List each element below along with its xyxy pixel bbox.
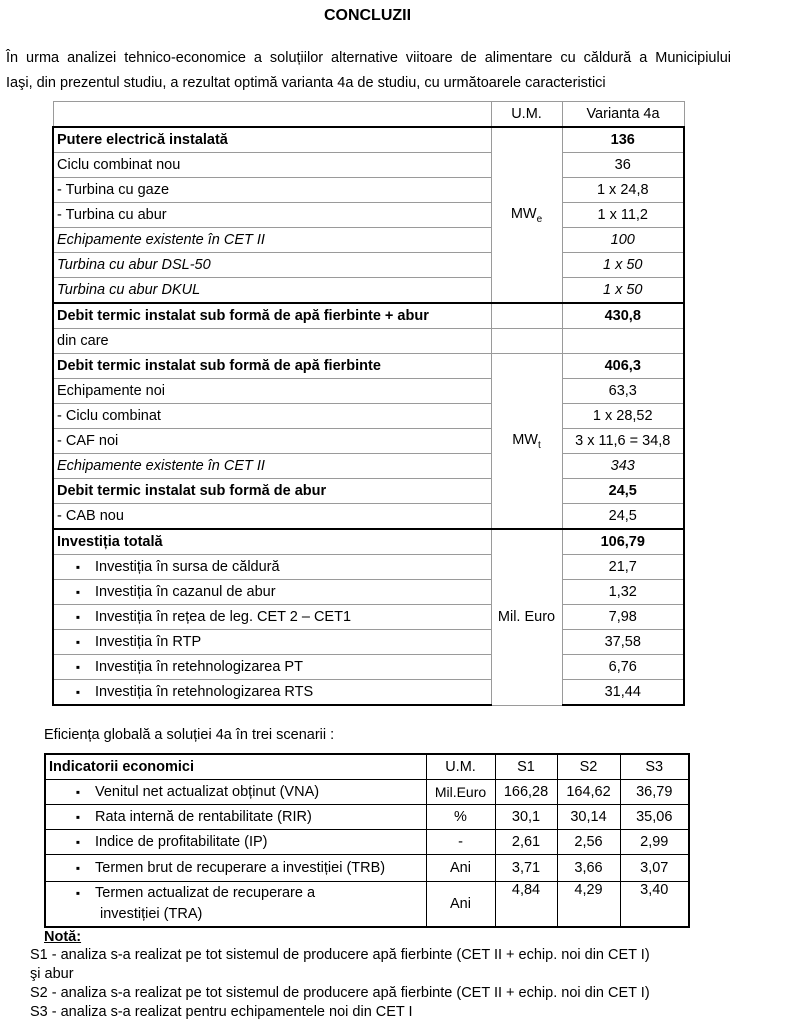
row-value: 343 <box>562 454 684 479</box>
table-row <box>53 605 684 630</box>
table-row <box>53 278 684 304</box>
row-value: 1 x 50 <box>562 278 684 304</box>
row-value: 100 <box>562 228 684 253</box>
indicator-s1: 30,1 <box>495 805 557 830</box>
row-value: 1,32 <box>562 580 684 605</box>
row-value: 1 x 24,8 <box>562 178 684 203</box>
note-s2: S2 - analiza s-a realizat pe tot sistemul de producere apă fierbinte (CET II + echip. noi din CET I) <box>30 985 650 1001</box>
row-value: 7,98 <box>562 605 684 630</box>
row-value: 106,79 <box>562 529 684 555</box>
table-row <box>53 178 684 203</box>
indicator-label-line-1: ▪ Termen actualizat de recuperare a <box>49 883 423 904</box>
header-um: U.M. <box>491 102 562 128</box>
table-row <box>53 303 684 329</box>
row-value: 136 <box>562 127 684 153</box>
row-label: Turbina cu abur DKUL <box>53 278 491 304</box>
row-value <box>562 329 684 354</box>
page-title: CONCLUZII <box>323 7 412 24</box>
table-row <box>53 404 684 429</box>
row-label: ▪ Investiția în retehnologizarea PT <box>53 655 491 680</box>
indicator-s2: 4,29 <box>557 882 620 928</box>
table-row <box>53 680 684 706</box>
unit-mwt: $MW_t$ <box>491 354 562 530</box>
indicator-label: ▪ Rata internă de rentabilitate (RIR) <box>45 805 426 830</box>
row-value: 1 x 50 <box>562 253 684 278</box>
indicator-s3: 3,40 <box>620 882 689 928</box>
indicator-label: ▪ Indice de profitabilitate (IP) <box>45 830 426 855</box>
row-value: 406,3 <box>562 354 684 379</box>
indicator-s3: 36,79 <box>620 780 689 805</box>
row-label: - Turbina cu gaze <box>53 178 491 203</box>
table-row <box>53 555 684 580</box>
table-row <box>53 253 684 278</box>
table-row <box>53 454 684 479</box>
row-value: 21,7 <box>562 555 684 580</box>
table-row <box>53 127 684 153</box>
row-label: Echipamente existente în CET II <box>53 228 491 253</box>
indicator-um: % <box>426 805 495 830</box>
indicator-s1: 166,28 <box>495 780 557 805</box>
row-value: 1 x 28,52 <box>562 404 684 429</box>
notes-block <box>30 946 750 1022</box>
empty-um-cell <box>491 329 562 354</box>
row-value: 1 x 11,2 <box>562 203 684 228</box>
characteristics-table <box>52 101 685 706</box>
note-title: Notă: <box>44 929 82 945</box>
intro-line-1: În urma analizei tehnico-economice a soluțiilor alternative viitoare de alimentare cu căldură a Municipiului <box>6 50 731 66</box>
table-row <box>53 630 684 655</box>
table-row <box>53 479 684 504</box>
row-label: Debit termic instalat sub formă de apă fierbinte <box>53 354 491 379</box>
row-label: Putere electrică instalată <box>53 127 491 153</box>
table-row <box>53 329 684 354</box>
table-row <box>45 882 689 928</box>
indicator-label-line-2: investiției (TRA) <box>100 906 203 922</box>
row-label: - Turbina cu abur <box>53 203 491 228</box>
row-value: 6,76 <box>562 655 684 680</box>
row-value: 37,58 <box>562 630 684 655</box>
row-label: Debit termic instalat sub formă de apă fierbinte + abur <box>53 303 491 329</box>
intro-paragraph <box>6 46 731 96</box>
row-label: ▪ Investiția în cazanul de abur <box>53 580 491 605</box>
table-row <box>53 153 684 178</box>
efficiency-subtitle: Eficiența globală a soluției 4a în trei scenarii : <box>44 727 335 743</box>
header-s3: S3 <box>620 754 689 780</box>
row-label: Echipamente noi <box>53 379 491 404</box>
indicator-s3: 35,06 <box>620 805 689 830</box>
header-s2: S2 <box>557 754 620 780</box>
indicator-s2: 2,56 <box>557 830 620 855</box>
indicator-s2: 164,62 <box>557 780 620 805</box>
header-s1: S1 <box>495 754 557 780</box>
table-row <box>53 529 684 555</box>
row-value: 24,5 <box>562 479 684 504</box>
indicator-s1: 2,61 <box>495 830 557 855</box>
table-row <box>45 855 689 882</box>
row-label: Investiția totală <box>53 529 491 555</box>
table-row <box>53 379 684 404</box>
indicator-s2: 3,66 <box>557 855 620 882</box>
row-value: 3 x 11,6 = 34,8 <box>562 429 684 454</box>
header-indicators: Indicatorii economici <box>45 754 426 780</box>
header-variant: Varianta 4a <box>562 102 684 128</box>
unit-mwe: $MW_e$ <box>491 127 562 303</box>
header-empty-cell <box>53 102 491 128</box>
table-header-row <box>45 754 689 780</box>
indicator-um: - <box>426 830 495 855</box>
table-row <box>45 780 689 805</box>
table-row <box>53 203 684 228</box>
table-row <box>45 830 689 855</box>
row-label: Ciclu combinat nou <box>53 153 491 178</box>
indicator-um: Ani <box>426 882 495 928</box>
note-s1-line-1: S1 - analiza s-a realizat pe tot sistemul de producere apă fierbinte (CET II + echip. noi din CET I) <box>30 947 650 963</box>
table-header-row <box>53 102 684 128</box>
table-row <box>53 580 684 605</box>
row-value: 36 <box>562 153 684 178</box>
row-value: 24,5 <box>562 504 684 530</box>
indicator-um: Mil.Euro <box>426 780 495 805</box>
indicator-s1: 3,71 <box>495 855 557 882</box>
row-label: ▪ Investiția în retehnologizarea RTS <box>53 680 491 706</box>
row-label: ▪ Investiția în RTP <box>53 630 491 655</box>
row-label: ▪ Investiția în rețea de leg. CET 2 – CET1 <box>53 605 491 630</box>
indicator-s1: 4,84 <box>495 882 557 928</box>
row-value: 31,44 <box>562 680 684 706</box>
indicator-s3: 2,99 <box>620 830 689 855</box>
row-label: - CAF noi <box>53 429 491 454</box>
table-row <box>53 354 684 379</box>
row-label: - CAB nou <box>53 504 491 530</box>
indicator-um: Ani <box>426 855 495 882</box>
indicator-s2: 30,14 <box>557 805 620 830</box>
note-s1-line-2: şi abur <box>30 966 74 982</box>
indicator-s3: 3,07 <box>620 855 689 882</box>
row-value: 430,8 <box>562 303 684 329</box>
unit-mil-euro: Mil. Euro <box>491 529 562 705</box>
table-row <box>53 228 684 253</box>
row-label: Debit termic instalat sub formă de abur <box>53 479 491 504</box>
row-label: Echipamente existente în CET II <box>53 454 491 479</box>
row-label: ▪ Investiția în sursa de căldură <box>53 555 491 580</box>
indicator-label: ▪ Termen brut de recuperare a investiției (TRB) <box>45 855 426 882</box>
row-value: 63,3 <box>562 379 684 404</box>
row-label: Turbina cu abur DSL-50 <box>53 253 491 278</box>
intro-line-2: Iaşi, din prezentul studiu, a rezultat optimă varianta 4a de studiu, cu următoarele caracteristici <box>6 75 606 91</box>
table-row <box>45 805 689 830</box>
economic-indicators-table <box>44 753 690 928</box>
indicator-label <box>45 882 426 928</box>
empty-um-cell <box>491 303 562 329</box>
table-row <box>53 655 684 680</box>
indicator-label: ▪ Venitul net actualizat obținut (VNA) <box>45 780 426 805</box>
note-s3: S3 - analiza s-a realizat pentru echipamentele noi din CET I <box>30 1004 413 1020</box>
header-um: U.M. <box>426 754 495 780</box>
table-row <box>53 504 684 530</box>
row-label: din care <box>53 329 491 354</box>
table-row <box>53 429 684 454</box>
row-label: - Ciclu combinat <box>53 404 491 429</box>
